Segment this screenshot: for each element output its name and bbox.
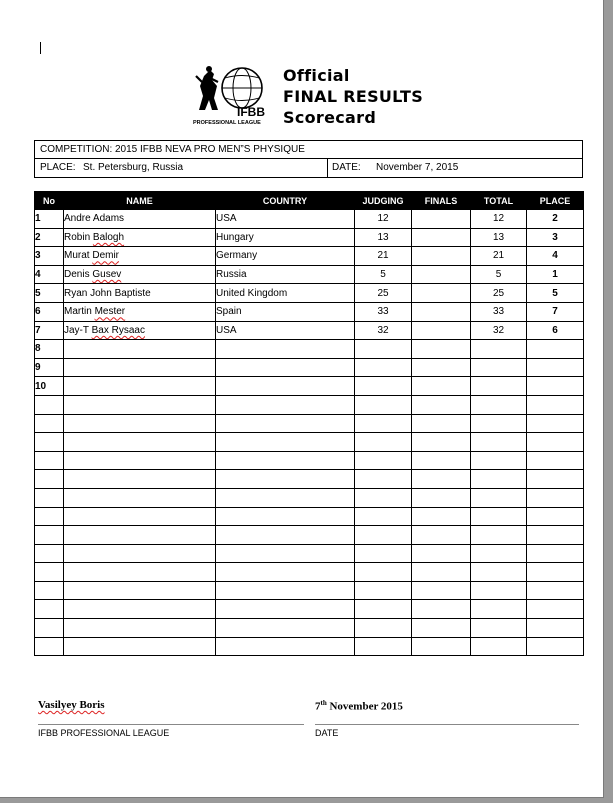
athlete-first-name: Andre (64, 213, 91, 225)
signature-date-suffix: th (320, 699, 327, 707)
signature-date-day: 7 (315, 700, 321, 713)
title-line-3: Scorecard (283, 108, 377, 127)
cell-name (64, 600, 216, 619)
cell-total (471, 433, 527, 452)
col-header-judging: JUDGING (355, 192, 412, 210)
cell-place: 6 (527, 321, 584, 340)
signature-line-left (38, 724, 304, 725)
cell-finals (412, 470, 471, 489)
cell-place: 3 (527, 228, 584, 247)
cell-place: 1 (527, 265, 584, 284)
cell-name (64, 210, 216, 229)
cell-total (471, 451, 527, 470)
cell-finals (412, 414, 471, 433)
cell-judging (355, 358, 412, 377)
cell-name (64, 451, 216, 470)
cell-name (64, 544, 216, 563)
cell-judging (355, 544, 412, 563)
logo-main-text: IFBB (237, 105, 265, 119)
cell-country: USA (216, 321, 355, 340)
cell-country (216, 395, 355, 414)
date-value: November 7, 2015 (376, 162, 459, 173)
cell-total (471, 358, 527, 377)
cell-no (35, 600, 64, 619)
cell-no (35, 563, 64, 582)
cell-place (527, 637, 584, 656)
cell-place (527, 433, 584, 452)
cell-finals (412, 247, 471, 266)
cell-country (216, 340, 355, 359)
cell-finals (412, 563, 471, 582)
cell-place (527, 340, 584, 359)
cell-finals (412, 284, 471, 303)
cell-judging (355, 581, 412, 600)
cell-judging: 32 (355, 321, 412, 340)
cell-finals (412, 395, 471, 414)
col-header-finals: FINALS (412, 192, 471, 210)
athlete-last-name: Bax Rysaac (91, 324, 145, 336)
table-row-empty (35, 414, 584, 433)
cell-finals (412, 526, 471, 545)
place-value: St. Petersburg, Russia (83, 162, 184, 173)
cell-judging: 33 (355, 302, 412, 321)
cell-place (527, 395, 584, 414)
cell-finals (412, 488, 471, 507)
cell-finals (412, 321, 471, 340)
athlete-first-name: Jay-T (64, 324, 89, 336)
cell-total (471, 507, 527, 526)
scorecard-title (283, 65, 423, 128)
cell-judging (355, 377, 412, 396)
cell-finals (412, 265, 471, 284)
cell-finals (412, 544, 471, 563)
cell-name (64, 265, 216, 284)
cell-country (216, 563, 355, 582)
cell-total (471, 544, 527, 563)
cell-name (64, 340, 216, 359)
cell-finals (412, 433, 471, 452)
cell-country (216, 507, 355, 526)
cell-country: Russia (216, 265, 355, 284)
place-date-row (35, 159, 582, 178)
cell-finals (412, 637, 471, 656)
table-row (35, 284, 584, 303)
cell-no (35, 451, 64, 470)
competition-label: COMPETITION: (40, 144, 113, 155)
signature-line-right (315, 724, 579, 725)
title-line-2: FINAL RESULTS (283, 87, 424, 106)
competition-info-box (34, 140, 583, 178)
cell-name (64, 488, 216, 507)
cell-no: 2 (35, 228, 64, 247)
table-row-empty (35, 451, 584, 470)
cell-finals (412, 302, 471, 321)
cell-no: 1 (35, 210, 64, 229)
cell-name (64, 470, 216, 489)
table-row (35, 247, 584, 266)
cell-judging (355, 470, 412, 489)
cell-total (471, 563, 527, 582)
cell-place (527, 619, 584, 638)
cell-no (35, 414, 64, 433)
cell-judging (355, 619, 412, 638)
cell-total: 12 (471, 210, 527, 229)
ifbb-logo (190, 64, 282, 126)
cell-no (35, 526, 64, 545)
logo-sub-text: PROFESSIONAL LEAGUE (193, 120, 261, 126)
cell-name (64, 507, 216, 526)
cell-place (527, 451, 584, 470)
cell-no: 9 (35, 358, 64, 377)
cell-place (527, 600, 584, 619)
signer-name (38, 699, 105, 711)
athlete-last-name: Gusev (92, 269, 122, 281)
table-row (35, 265, 584, 284)
cell-name (64, 637, 216, 656)
cell-name (64, 581, 216, 600)
cell-name (64, 395, 216, 414)
cell-place: 4 (527, 247, 584, 266)
cell-finals (412, 507, 471, 526)
cell-no (35, 395, 64, 414)
cell-country: Spain (216, 302, 355, 321)
cell-country: USA (216, 210, 355, 229)
cell-no (35, 507, 64, 526)
cell-place: 2 (527, 210, 584, 229)
cell-no: 10 (35, 377, 64, 396)
cell-finals (412, 377, 471, 396)
cell-name (64, 228, 216, 247)
cell-total (471, 377, 527, 396)
athlete-first-name: Martin (64, 306, 92, 318)
cell-country (216, 637, 355, 656)
cell-place (527, 358, 584, 377)
col-header-country: COUNTRY (216, 192, 355, 210)
cell-country (216, 358, 355, 377)
athlete-first-name: Ryan John Baptiste (64, 287, 151, 299)
cell-judging: 21 (355, 247, 412, 266)
cell-judging (355, 395, 412, 414)
col-header-total: TOTAL (471, 192, 527, 210)
table-header-row (35, 192, 584, 210)
cell-no (35, 433, 64, 452)
cell-country (216, 470, 355, 489)
cell-judging (355, 507, 412, 526)
cell-finals (412, 600, 471, 619)
cell-judging (355, 433, 412, 452)
cell-judging: 12 (355, 210, 412, 229)
title-line-1: Official (283, 66, 350, 85)
cell-total (471, 488, 527, 507)
cell-name (64, 433, 216, 452)
cell-no: 4 (35, 265, 64, 284)
cell-judging (355, 488, 412, 507)
table-row-empty (35, 433, 584, 452)
table-row-empty (35, 619, 584, 638)
cell-judging (355, 340, 412, 359)
competition-row (35, 141, 582, 159)
cell-place (527, 488, 584, 507)
cell-place (527, 581, 584, 600)
cell-total (471, 340, 527, 359)
competition-value: 2015 IFBB NEVA PRO MEN”S PHYSIQUE (115, 144, 305, 155)
cell-name (64, 358, 216, 377)
cell-place: 5 (527, 284, 584, 303)
table-row (35, 210, 584, 229)
cell-no (35, 544, 64, 563)
date-label: DATE: (332, 162, 361, 173)
cell-place (527, 563, 584, 582)
cell-finals (412, 581, 471, 600)
table-row-empty (35, 470, 584, 489)
cell-judging (355, 414, 412, 433)
cell-total (471, 619, 527, 638)
cell-country: United Kingdom (216, 284, 355, 303)
table-row-empty (35, 544, 584, 563)
col-header-no: No (35, 192, 64, 210)
cell-judging (355, 526, 412, 545)
cell-name (64, 284, 216, 303)
cell-country (216, 414, 355, 433)
cell-total (471, 637, 527, 656)
cell-country (216, 488, 355, 507)
table-row (35, 321, 584, 340)
athlete-first-name: Robin (64, 231, 91, 243)
cell-total: 32 (471, 321, 527, 340)
table-row-empty (35, 600, 584, 619)
cell-place (527, 507, 584, 526)
table-row-empty (35, 526, 584, 545)
table-row (35, 358, 584, 377)
cell-country (216, 433, 355, 452)
cell-place (527, 544, 584, 563)
cell-name (64, 563, 216, 582)
col-header-name: NAME (64, 192, 216, 210)
date-signature-label: DATE (315, 728, 339, 738)
signer-name-text: Vasilyey Boris (38, 699, 105, 711)
signer-org-label: IFBB PROFESSIONAL LEAGUE (38, 728, 170, 738)
cell-country (216, 600, 355, 619)
cell-place (527, 414, 584, 433)
cell-judging (355, 637, 412, 656)
results-body (35, 210, 584, 656)
table-row-empty (35, 563, 584, 582)
cell-name (64, 414, 216, 433)
signature-date-rest: November 2015 (326, 700, 403, 713)
cell-total: 33 (471, 302, 527, 321)
cell-name (64, 302, 216, 321)
cell-name (64, 526, 216, 545)
cell-total (471, 581, 527, 600)
table-row-empty (35, 637, 584, 656)
cell-no: 3 (35, 247, 64, 266)
cell-name (64, 321, 216, 340)
cell-name (64, 247, 216, 266)
cell-no (35, 488, 64, 507)
cell-no (35, 470, 64, 489)
cell-country: Hungary (216, 228, 355, 247)
cell-judging: 13 (355, 228, 412, 247)
col-header-place: PLACE (527, 192, 584, 210)
cell-no: 5 (35, 284, 64, 303)
cell-finals (412, 358, 471, 377)
cell-no (35, 619, 64, 638)
cell-no: 7 (35, 321, 64, 340)
table-row-empty (35, 488, 584, 507)
cell-country (216, 377, 355, 396)
athlete-last-name: Demir (92, 250, 120, 262)
place-label: PLACE: (40, 162, 76, 173)
table-row (35, 228, 584, 247)
cell-country (216, 619, 355, 638)
cell-country (216, 581, 355, 600)
cell-judging: 5 (355, 265, 412, 284)
cell-judging (355, 600, 412, 619)
cell-total (471, 395, 527, 414)
athlete-last-name: Adams (92, 213, 125, 225)
athlete-last-name: Balogh (92, 231, 125, 243)
cell-finals (412, 340, 471, 359)
cell-no: 8 (35, 340, 64, 359)
cell-place (527, 377, 584, 396)
cell-total: 13 (471, 228, 527, 247)
cell-no: 6 (35, 302, 64, 321)
cell-finals (412, 228, 471, 247)
cell-no (35, 581, 64, 600)
table-row (35, 340, 584, 359)
results-table (34, 191, 584, 656)
cell-place (527, 526, 584, 545)
cell-place (527, 470, 584, 489)
cell-name (64, 619, 216, 638)
cell-name (64, 377, 216, 396)
cell-total (471, 470, 527, 489)
cell-judging (355, 563, 412, 582)
table-row (35, 377, 584, 396)
cell-total (471, 414, 527, 433)
table-row-empty (35, 581, 584, 600)
cell-country (216, 544, 355, 563)
cell-judging: 25 (355, 284, 412, 303)
cell-total (471, 526, 527, 545)
cell-finals (412, 210, 471, 229)
athlete-first-name: Denis (64, 269, 90, 281)
cell-country: Germany (216, 247, 355, 266)
cell-place: 7 (527, 302, 584, 321)
cell-country (216, 526, 355, 545)
cell-total (471, 600, 527, 619)
cell-total: 21 (471, 247, 527, 266)
info-divider (327, 159, 328, 178)
table-row-empty (35, 395, 584, 414)
text-cursor (40, 42, 41, 54)
cell-total: 5 (471, 265, 527, 284)
table-row-empty (35, 507, 584, 526)
cell-total: 25 (471, 284, 527, 303)
cell-finals (412, 451, 471, 470)
signature-date (315, 699, 403, 713)
table-row (35, 302, 584, 321)
cell-finals (412, 619, 471, 638)
athlete-first-name: Murat (64, 250, 90, 262)
cell-no (35, 637, 64, 656)
athlete-last-name: Mester (94, 306, 126, 318)
cell-country (216, 451, 355, 470)
cell-judging (355, 451, 412, 470)
